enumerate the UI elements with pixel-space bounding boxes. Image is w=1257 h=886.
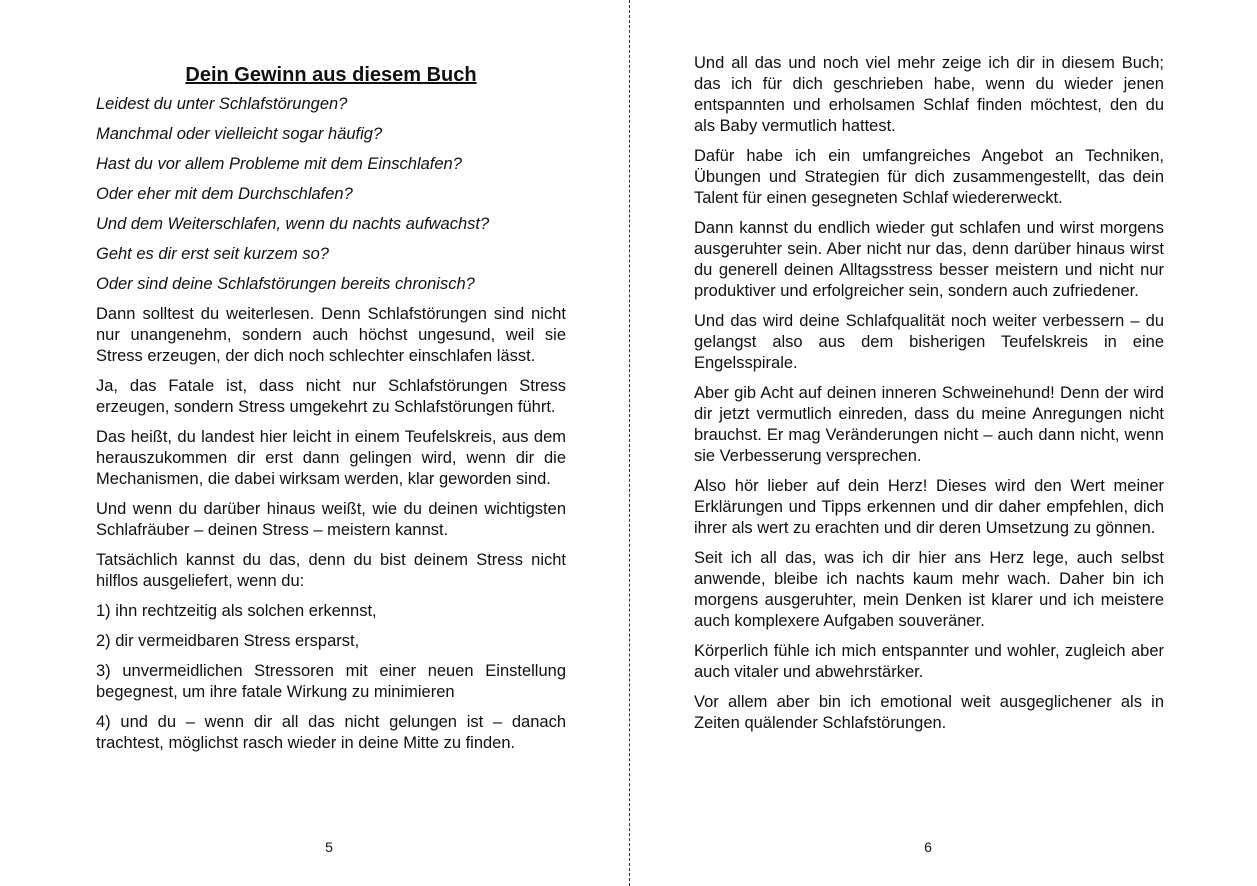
- right-page: [694, 0, 1164, 886]
- list-item: 2) dir vermeidbaren Stress ersparst,: [96, 632, 360, 650]
- question: Leidest du unter Schlafstörungen?: [96, 95, 348, 113]
- paragraph: Dafür habe ich ein umfangreiches Angebot an Techniken, Übungen und Strategien für dich zusammengestellt, das dein Talent für einen gesegneten Schlaf wiedererweckt.: [694, 147, 1164, 207]
- paragraph: Ja, das Fatale ist, dass nicht nur Schlafstörungen Stress erzeugen, sondern Stress umgekehrt zu Schlafstörungen führt.: [96, 377, 566, 416]
- list-item: 4) und du – wenn dir all das nicht gelungen ist – danach trachtest, möglichst rasch wieder in deine Mitte zu finden.: [96, 713, 566, 752]
- page-fold-divider: [629, 0, 630, 886]
- paragraph: Und wenn du darüber hinaus weißt, wie du deinen wichtigsten Schlafräuber – deinen Stress – meistern kannst.: [96, 500, 566, 539]
- paragraph: Körperlich fühle ich mich entspannter und wohler, zugleich aber auch vitaler und abwehrstärker.: [694, 642, 1164, 681]
- question: Manchmal oder vielleicht sogar häufig?: [96, 125, 383, 143]
- paragraph: Vor allem aber bin ich emotional weit ausgeglichener als in Zeiten quälender Schlafstörungen.: [694, 693, 1164, 732]
- paragraph: Tatsächlich kannst du das, denn du bist deinem Stress nicht hilflos ausgeliefert, wenn du:: [96, 551, 566, 590]
- question: Und dem Weiterschlafen, wenn du nachts aufwachst?: [96, 215, 490, 233]
- body-text: [96, 304, 566, 754]
- body-text: [694, 0, 1164, 734]
- page-title: Dein Gewinn aus diesem Buch: [185, 64, 477, 86]
- question: Oder eher mit dem Durchschlafen?: [96, 185, 353, 203]
- paragraph: Seit ich all das, was ich dir hier ans Herz lege, auch selbst anwende, bleibe ich nachts kaum mehr wach. Daher bin ich morgens ausgeruhter, mein Denken ist klarer und ich meistere auch komplexere Aufgaben souveräner.: [694, 549, 1164, 630]
- left-page: [96, 0, 566, 886]
- question: Geht es dir erst seit kurzem so?: [96, 245, 329, 263]
- paragraph: Also hör lieber auf dein Herz! Dieses wird den Wert meiner Erklärungen und Tipps erkennen und dir daher empfehlen, dich ihrer als wert zu erachten und dir deren Umsetzung zu gönnen.: [694, 477, 1164, 537]
- list-item: 1) ihn rechtzeitig als solchen erkennst,: [96, 602, 377, 620]
- paragraph: Und all das und noch viel mehr zeige ich dir in diesem Buch; das ich für dich geschrieben habe, wenn du wieder jenen entspannten und erholsamen Schlaf finden möchtest, den du als Baby vermutlich hattest.: [694, 54, 1164, 135]
- list-item: 3) unvermeidlichen Stressoren mit einer neuen Einstellung begegnest, um ihre fatale Wirkung zu minimieren: [96, 662, 566, 701]
- paragraph: Dann kannst du endlich wieder gut schlafen und wirst morgens ausgeruhter sein. Aber nicht nur das, denn darüber hinaus wirst du generell deinen Alltagsstress besser meistern und nicht nur produktiver und erfolgreicher sein, sondern auch zufriedener.: [694, 219, 1164, 300]
- page-number: 6: [924, 839, 932, 855]
- paragraph: Und das wird deine Schlafqualität noch weiter verbessern – du gelangst also aus dem bisherigen Teufelskreis in eine Engelsspirale.: [694, 312, 1164, 372]
- page-number: 5: [325, 839, 333, 855]
- paragraph: Dann solltest du weiterlesen. Denn Schlafstörungen sind nicht nur unangenehm, sondern auch höchst ungesund, weil sie Stress erzeugen, der dich noch schlechter einschlafen lässt.: [96, 305, 566, 365]
- question-list: [96, 94, 566, 295]
- paragraph: Aber gib Acht auf deinen inneren Schweinehund! Denn der wird dir jetzt vermutlich einreden, dass du meine Anregungen nicht brauchst. Er mag Veränderungen nicht – auch dann nicht, wenn sie Verbesserung versprechen.: [694, 384, 1164, 465]
- paragraph: Das heißt, du landest hier leicht in einem Teufelskreis, aus dem herauszukommen dir erst dann gelingen wird, wenn dir die Mechanismen, die dabei wirksam werden, klar geworden sind.: [96, 428, 566, 488]
- question: Hast du vor allem Probleme mit dem Einschlafen?: [96, 155, 462, 173]
- question: Oder sind deine Schlafstörungen bereits chronisch?: [96, 275, 475, 293]
